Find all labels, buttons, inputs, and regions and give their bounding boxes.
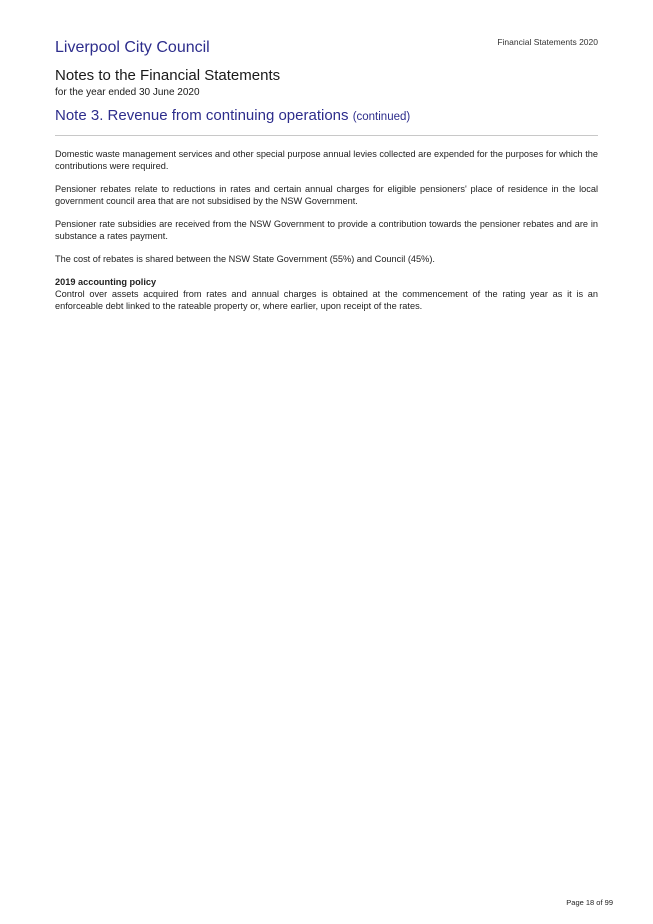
note-heading-continued: (continued) — [352, 111, 411, 123]
policy-heading: 2019 accounting policy — [55, 277, 157, 287]
policy-paragraph: Control over assets acquired from rates and annual charges is obtained at the commencement of the rating year as it is an enforceable debt linked to the rateable property or, where earlier, upon receipt of the rates. — [55, 289, 598, 311]
paragraph: The cost of rebates is shared between the NSW State Government (55%) and Council (45%). — [55, 254, 435, 264]
heading-divider — [55, 135, 598, 136]
notes-title: Notes to the Financial Statements — [55, 67, 281, 84]
paragraph: Domestic waste management services and other special purpose annual levies collected are expended for the purposes for which the contributions were required. — [55, 149, 598, 171]
note-heading-title: Note 3. Revenue from continuing operations — [55, 107, 349, 124]
paragraph: Pensioner rate subsidies are received from the NSW Government to provide a contribution towards the pensioner rebates and are in substance a rates payment. — [55, 219, 598, 241]
paragraph: Pensioner rebates relate to reductions in rates and certain annual charges for eligible pensioners' place of residence in the local government council area that are not subsidised by the NSW Government. — [55, 184, 598, 206]
note-body — [55, 148, 598, 312]
document-tag: Financial Statements 2020 — [497, 37, 598, 47]
reporting-period: for the year ended 30 June 2020 — [55, 87, 200, 98]
note-heading — [55, 107, 410, 124]
page-number: Page 18 of 99 — [566, 898, 613, 907]
organisation-name: Liverpool City Council — [55, 39, 210, 56]
